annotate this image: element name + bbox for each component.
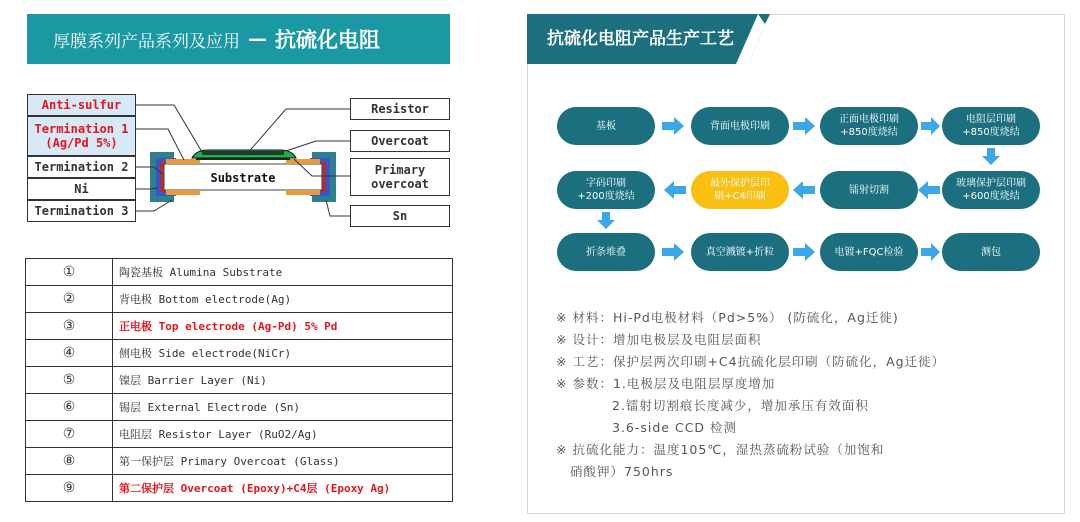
arrow-down-icon: [597, 212, 615, 229]
note-material: ※ 材料：Hi-Pd电极材料（Pd>5%） (防硫化，Ag迁徙): [556, 310, 899, 325]
step-outer-overcoat-c4-print: 最外保护层印 刷+C4印刷: [691, 171, 789, 209]
component-number: ⑨: [26, 475, 113, 502]
arrow-left-icon: [918, 181, 940, 199]
label-resistor: Resistor: [350, 98, 450, 120]
component-number: ⑦: [26, 421, 113, 448]
step-vacuum-sputter-break: 真空溅镀+折粒: [691, 233, 789, 271]
component-description: 第一保护层 Primary Overcoat (Glass): [113, 448, 453, 475]
step-substrate: 基板: [557, 107, 655, 145]
component-description: 第二保护层 Overcoat (Epoxy)+C4层 (Epoxy Ag): [113, 475, 453, 502]
label-overcoat: Overcoat: [350, 130, 450, 152]
arrow-right-icon: [921, 243, 940, 261]
label-ni: Ni: [27, 178, 136, 200]
process-notes: [556, 307, 945, 483]
arrow-left-icon: [793, 181, 815, 199]
note-parameters-3: 3.6-side CCD 检测: [612, 420, 738, 435]
component-number: ①: [26, 259, 113, 286]
component-description: 陶瓷基板 Alumina Substrate: [113, 259, 453, 286]
component-number: ④: [26, 340, 113, 367]
component-description: 背电极 Bottom electrode(Ag): [113, 286, 453, 313]
step-marking-print: 字码印刷 +200度烧结: [557, 171, 655, 209]
step-plating-fqc: 电镀+FQC检验: [820, 233, 918, 271]
component-number: ⑧: [26, 448, 113, 475]
label-termination-2: Termination 2: [27, 156, 136, 178]
component-description: 电阻层 Resistor Layer (RuO2/Ag): [113, 421, 453, 448]
step-glass-overcoat-print: 玻璃保护层印刷 +600度烧结: [942, 171, 1040, 209]
component-number: ③: [26, 313, 113, 340]
label-termination-3: Termination 3: [27, 200, 136, 222]
arrow-right-icon: [921, 117, 940, 135]
note-parameters-2: 2.镭射切割痕长度减少，增加承压有效面积: [612, 398, 869, 413]
component-description: 锡层 External Electrode (Sn): [113, 394, 453, 421]
step-back-electrode-print: 背面电极印刷: [691, 107, 789, 145]
left-title-dash: —: [248, 28, 267, 50]
note-anti-sulfur-capability-2: 硝酸钾）750hrs: [570, 464, 674, 479]
arrow-right-icon: [662, 117, 684, 135]
step-strip-stacking: 折条堆叠: [557, 233, 655, 271]
note-anti-sulfur-capability: ※ 抗硫化能力：温度105℃，湿热蒸硫粉试验（加饱和: [556, 442, 885, 457]
substrate-label: Substrate: [210, 171, 276, 185]
arrow-left-icon: [664, 181, 686, 199]
left-title-sub: 厚膜系列产品系列及应用: [53, 31, 240, 52]
component-number: ②: [26, 286, 113, 313]
step-resistor-layer-print: 电阻层印刷 +850度烧结: [942, 107, 1040, 145]
primary-overcoat-line2: overcoat: [371, 177, 429, 191]
primary-overcoat-line1: Primary: [374, 163, 426, 177]
component-description: 侧电极 Side electrode(NiCr): [113, 340, 453, 367]
arrow-right-icon: [793, 243, 815, 261]
termination-1-line1: Termination 1: [34, 122, 129, 136]
component-description: 镍层 Barrier Layer (Ni): [113, 367, 453, 394]
note-parameters: ※ 参数：1.电极层及电阻层厚度增加: [556, 376, 776, 391]
arrow-down-icon: [982, 148, 1000, 165]
step-front-electrode-print: 正面电极印刷 +850度烧结: [820, 107, 918, 145]
component-number: ⑥: [26, 394, 113, 421]
left-title-main: 抗硫化电阻: [275, 28, 380, 52]
process-title: 抗硫化电阻产品生产工艺: [547, 29, 734, 49]
arrow-right-icon: [662, 243, 684, 261]
note-process: ※ 工艺：保护层两次印刷+C4抗硫化层印刷（防硫化，Ag迁徙）: [556, 354, 946, 369]
component-number: ⑤: [26, 367, 113, 394]
label-sn: Sn: [350, 205, 450, 227]
note-design: ※ 设计：增加电极层及电阻层面积: [556, 332, 762, 347]
arrow-right-icon: [793, 117, 815, 135]
label-anti-sulfur: Anti-sulfur: [27, 94, 136, 116]
step-laser-trim: 镭射切割: [820, 171, 918, 209]
component-description: 正电极 Top electrode (Ag-Pd) 5% Pd: [113, 313, 453, 340]
termination-1-line2: (Ag/Pd 5%): [45, 136, 118, 150]
step-packing: 测包: [942, 233, 1040, 271]
